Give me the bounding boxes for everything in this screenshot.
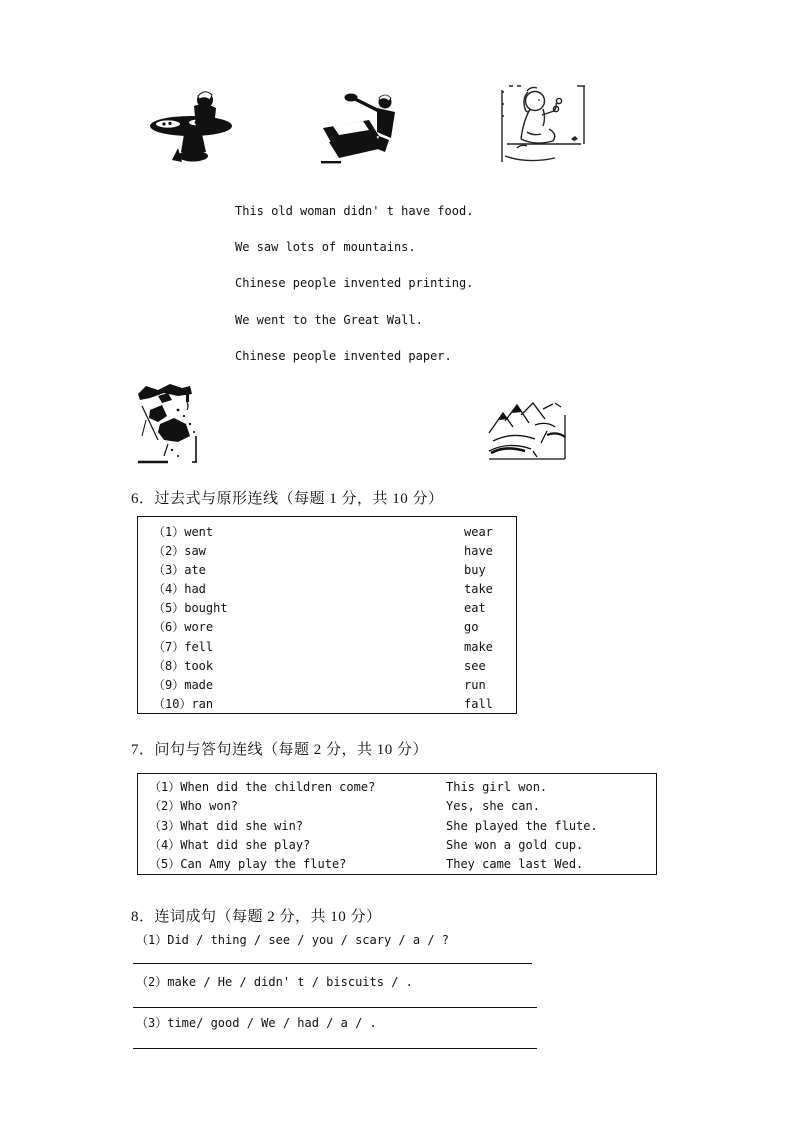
qa-row bbox=[138, 797, 656, 816]
past-word: bought bbox=[184, 601, 228, 616]
item-number: （1） bbox=[136, 933, 168, 947]
past-word: took bbox=[184, 658, 214, 673]
word-order-text: make / He / didn' t / biscuits / . bbox=[167, 975, 413, 989]
match-row bbox=[138, 695, 516, 714]
match-row bbox=[138, 618, 516, 637]
item-number: （1） bbox=[149, 780, 181, 794]
item-number: （5） bbox=[149, 857, 181, 872]
question-text: Who won? bbox=[180, 799, 239, 814]
word-order-item bbox=[136, 975, 413, 990]
section7-match-box bbox=[137, 773, 657, 875]
item-number: （2） bbox=[153, 544, 185, 559]
item-number: （4） bbox=[149, 837, 181, 852]
answer-text: They came last Wed. bbox=[446, 857, 584, 872]
qa-row bbox=[138, 836, 656, 855]
question-text: What did she win? bbox=[180, 818, 304, 833]
answer-text: This girl won. bbox=[446, 780, 548, 794]
base-word: wear bbox=[464, 525, 493, 539]
item-number: （3） bbox=[136, 1016, 168, 1030]
kneeling-woman-clipart bbox=[497, 82, 589, 174]
match-row bbox=[138, 542, 516, 561]
match-row bbox=[138, 657, 516, 676]
qa-row bbox=[138, 817, 656, 836]
item-number: （1） bbox=[153, 525, 185, 539]
great-wall-ink-clipart bbox=[134, 380, 218, 470]
past-word: fell bbox=[184, 639, 214, 654]
answer-blank-line bbox=[133, 1048, 537, 1049]
question-text: When did the children come? bbox=[180, 780, 376, 794]
item-number: （4） bbox=[153, 582, 185, 597]
past-word: ate bbox=[184, 563, 206, 578]
answer-blank-line bbox=[133, 963, 532, 964]
past-word: ran bbox=[191, 696, 214, 711]
match-sentence: Chinese people invented printing. bbox=[235, 276, 474, 290]
word-order-text: Did / thing / see / you / scary / a / ? bbox=[167, 933, 449, 947]
section6-match-box bbox=[137, 516, 517, 714]
answer-text: She won a gold cup. bbox=[446, 837, 584, 852]
item-number: （3） bbox=[153, 563, 185, 578]
answer-text: She played the flute. bbox=[446, 818, 598, 833]
section6-title: 6．过去式与原形连线（每题 1 分，共 10 分） bbox=[131, 491, 444, 507]
match-sentence: This old woman didn' t have food. bbox=[235, 204, 474, 218]
match-row bbox=[138, 523, 516, 542]
mountains-sketch-clipart bbox=[485, 397, 571, 465]
match-row bbox=[138, 561, 516, 580]
item-number: （3） bbox=[149, 818, 181, 833]
item-number: （6） bbox=[153, 620, 185, 635]
section8-title: 8．连词成句（每题 2 分，共 10 分） bbox=[131, 909, 382, 925]
item-number: （5） bbox=[153, 601, 185, 616]
item-number: （2） bbox=[149, 799, 181, 814]
match-row bbox=[138, 580, 516, 599]
section7-title: 7．问句与答句连线（每题 2 分，共 10 分） bbox=[131, 742, 429, 758]
qa-row bbox=[138, 855, 656, 874]
item-number: （7） bbox=[153, 639, 185, 654]
base-word: buy bbox=[464, 563, 486, 578]
item-number: （2） bbox=[136, 975, 168, 989]
printing-press-clipart bbox=[315, 90, 405, 168]
base-word: go bbox=[464, 620, 479, 635]
base-word: make bbox=[464, 639, 493, 654]
past-word: saw bbox=[184, 544, 206, 559]
match-sentence: We went to the Great Wall. bbox=[235, 313, 423, 327]
base-word: fall bbox=[464, 696, 493, 711]
qa-row bbox=[138, 778, 656, 797]
word-order-item bbox=[136, 1016, 377, 1031]
past-word: wore bbox=[184, 620, 214, 635]
word-order-item bbox=[136, 933, 449, 948]
answer-text: Yes, she can. bbox=[446, 799, 540, 814]
past-word: went bbox=[184, 525, 214, 539]
base-word: eat bbox=[464, 601, 486, 616]
match-sentence: We saw lots of mountains. bbox=[235, 240, 416, 254]
item-number: （9） bbox=[153, 677, 185, 692]
item-number: （8） bbox=[153, 658, 185, 673]
woman-eating-at-table-clipart bbox=[148, 88, 234, 168]
past-word: made bbox=[184, 677, 214, 692]
base-word: run bbox=[464, 677, 486, 692]
match-row bbox=[138, 638, 516, 657]
match-row bbox=[138, 599, 516, 618]
past-word: had bbox=[184, 582, 206, 597]
word-order-text: time/ good / We / had / a / . bbox=[167, 1016, 377, 1030]
base-word: have bbox=[464, 544, 493, 559]
base-word: take bbox=[464, 582, 493, 597]
question-text: Can Amy play the flute? bbox=[180, 857, 347, 872]
item-number: （10） bbox=[153, 696, 192, 711]
match-row bbox=[138, 676, 516, 695]
base-word: see bbox=[464, 658, 486, 673]
match-sentence: Chinese people invented paper. bbox=[235, 349, 452, 363]
answer-blank-line bbox=[133, 1007, 537, 1008]
question-text: What did she play? bbox=[180, 837, 311, 852]
